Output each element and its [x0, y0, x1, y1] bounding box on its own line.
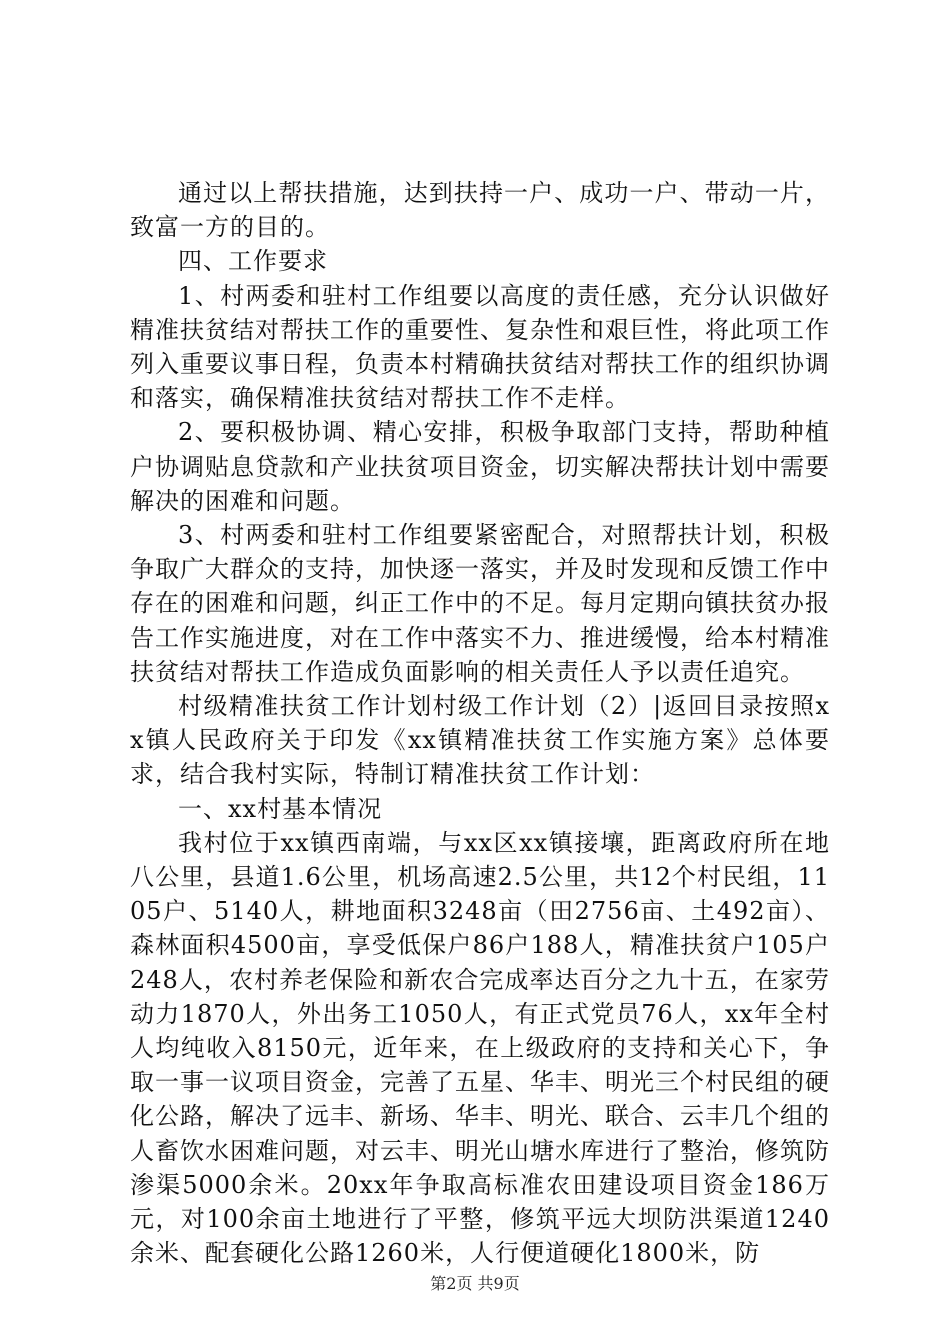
document-body: [130, 176, 830, 1271]
paragraph-summary: 通过以上帮扶措施，达到扶持一户、成功一户、带动一片，致富一方的目的。: [130, 179, 830, 242]
paragraph-requirement-1: 1、村两委和驻村工作组要以高度的责任感，充分认识做好精准扶贫结对帮扶工作的重要性、复杂性和艰巨性，将此项工作列入重要议事日程，负责本村精确扶贫结对帮扶工作的组织协调和落实，确保精准扶贫结对帮扶工作不走样。: [130, 281, 830, 413]
paragraph-requirement-2: 2、要积极协调、精心安排，积极争取部门支持，帮助种植户协调贴息贷款和产业扶贫项目资金，切实解决帮扶计划中需要解决的困难和问题。: [130, 418, 830, 515]
paragraph-plan-intro: 村级精准扶贫工作计划村级工作计划（2）|返回目录按照xx镇人民政府关于印发《xx镇精准扶贫工作实施方案》总体要求，结合我村实际，特制订精准扶贫工作计划：: [130, 692, 830, 789]
page-footer: 第2页 共9页: [430, 1274, 520, 1293]
paragraph-requirement-3: 3、村两委和驻村工作组要紧密配合，对照帮扶计划，积极争取广大群众的支持，加快逐一落实，并及时发现和反馈工作中存在的困难和问题，纠正工作中的不足。每月定期向镇扶贫办报告工作实施进度，对在工作中落实不力、推进缓慢，给本村精准扶贫结对帮扶工作造成负面影响的相关责任人予以责任追究。: [130, 521, 830, 686]
section-heading-village-overview: 一、xx村基本情况: [178, 794, 383, 823]
paragraph-village-details: 我村位于xx镇西南端，与xx区xx镇接壤，距离政府所在地八公里，县道1.6公里，机场高速2.5公里，共12个村民组，1105户、5140人，耕地面积3248亩（田2756亩、土492亩）、森林面积4500亩，享受低保户86户188人，精准扶贫户105户248人，农村养老保险和新农合完成率达百分之九十五，在家劳动力1870人，外出务工1050人，有正式党员76人，xx年全村人均纯收入8150元，近年来，在上级政府的支持和关心下，争取一事一议项目资金，完善了五星、华丰、明光三个村民组的硬化公路，解决了远丰、新场、华丰、明光、联合、云丰几个组的人畜饮水困难问题，对云丰、明光山塘水库进行了整治，修筑防渗渠5000余米。20xx年争取高标准农田建设项目资金186万元，对100余亩土地进行了平整，修筑平远大坝防洪渠道1240余米、配套硬化公路1260米，人行便道硬化1800米，防: [130, 828, 830, 1268]
section-heading-work-requirements: 四、工作要求: [178, 247, 328, 276]
